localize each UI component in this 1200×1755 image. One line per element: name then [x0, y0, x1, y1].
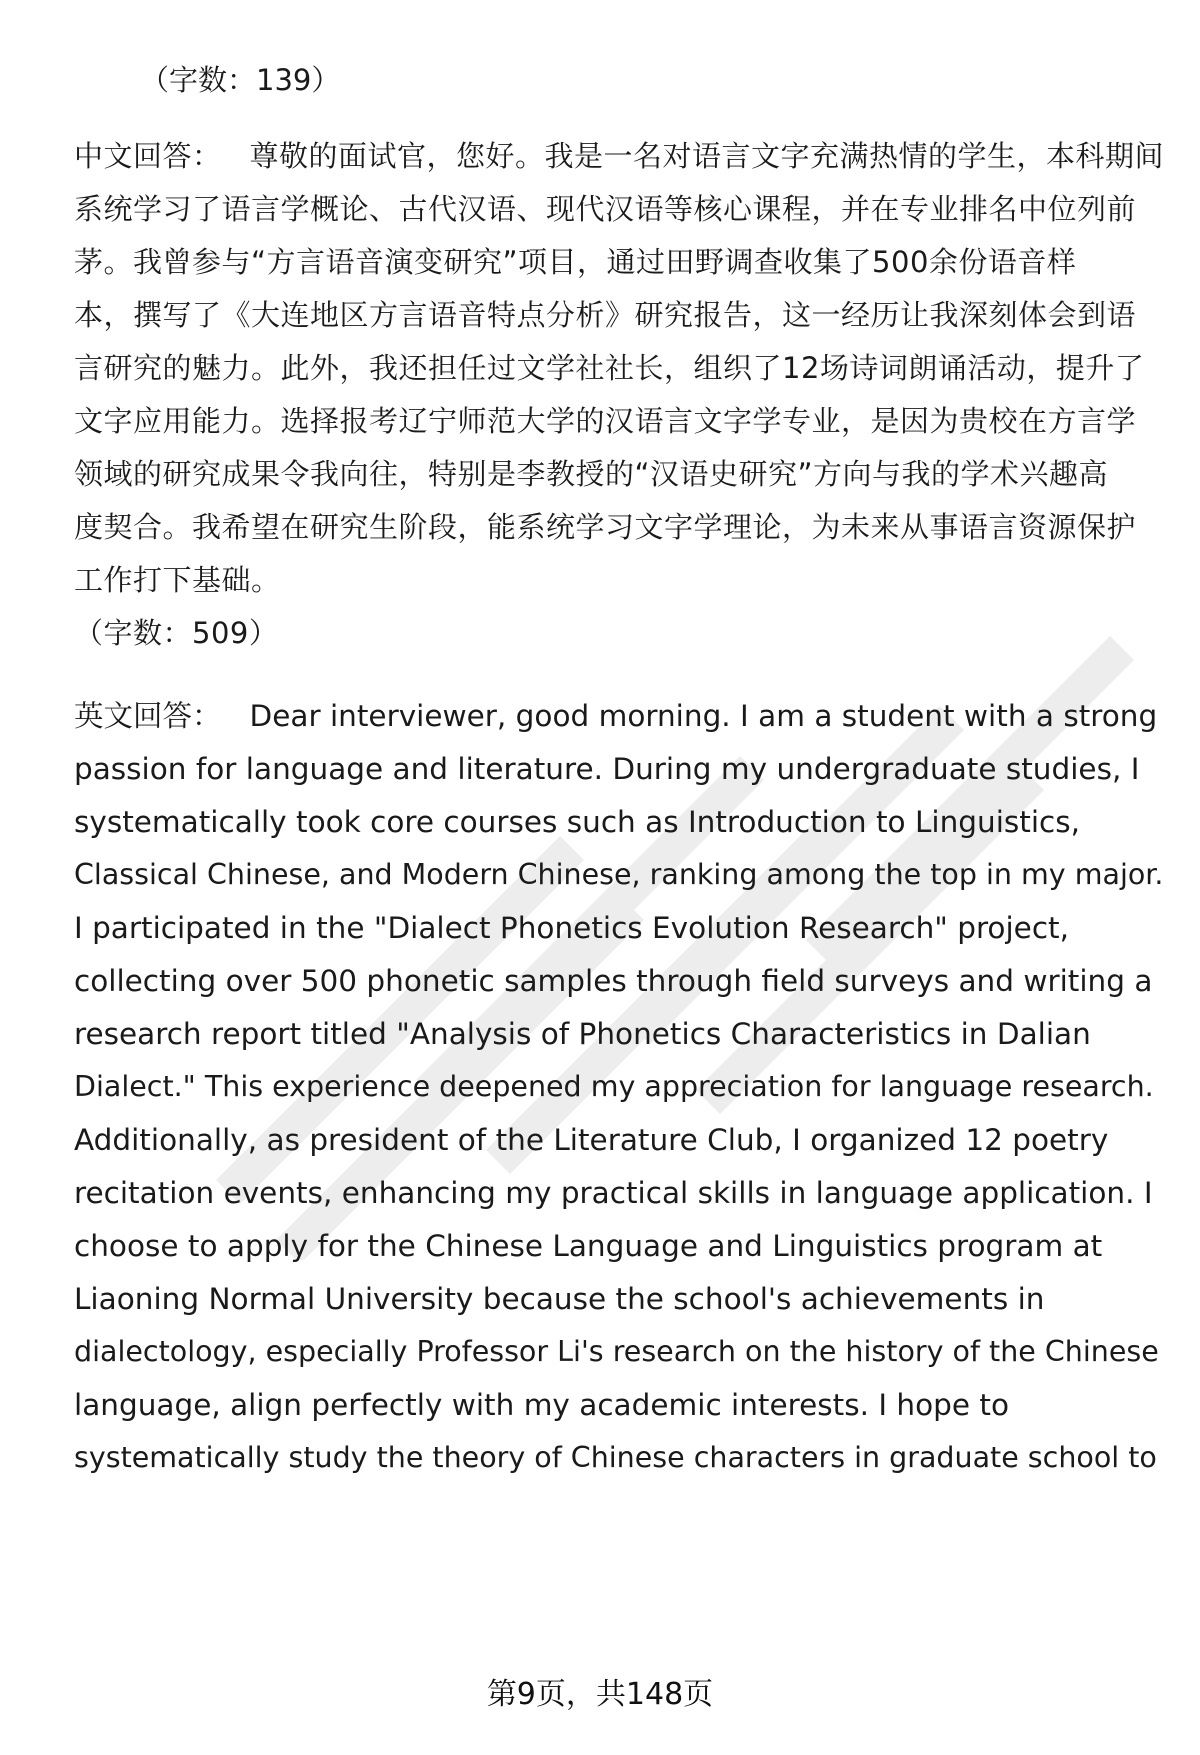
chinese-answer-line-5: 言研究的魅力。此外，我还担任过文学社社长，组织了12场诗词朗诵活动，提升了 — [74, 351, 1145, 385]
english-answer-line-12: Liaoning Normal University because the school's achievements in — [74, 1282, 1045, 1316]
chinese-word-count: （字数：509） — [74, 616, 279, 650]
chinese-answer-line-4: 本，撰写了《大连地区方言语音特点分析》研究报告，这一经历让我深刻体会到语 — [74, 298, 1137, 332]
english-answer-line-6: collecting over 500 phonetic samples through field surveys and writing a — [74, 964, 1153, 998]
chinese-answer-label: 中文回答： — [74, 139, 222, 173]
english-answer-line-4: Classical Chinese, and Modern Chinese, ranking among the top in my major. — [74, 858, 1164, 891]
english-answer-line-9: Additionally, as president of the Literature Club, I organized 12 poetry — [74, 1123, 1109, 1157]
chinese-answer-line-3: 茅。我曾参与“方言语音演变研究”项目，通过田野调查收集了500余份语音样 — [74, 245, 1077, 279]
chinese-answer-line-6: 文字应用能力。选择报考辽宁师范大学的汉语言文字学专业，是因为贵校在方言学 — [74, 404, 1137, 438]
english-answer-line-15: systematically study the theory of Chinese characters in graduate school to — [74, 1441, 1157, 1474]
english-answer-text: Dear interviewer, good morning. I am a student with a strong — [249, 699, 1158, 733]
english-answer-line-3: systematically took core courses such as Introduction to Linguistics, — [74, 805, 1081, 839]
page-number-footer: 第9页，共148页 — [486, 1677, 714, 1712]
english-answer-line-5: I participated in the "Dialect Phonetics Evolution Research" project, — [74, 911, 1069, 945]
chinese-answer-line-9: 工作打下基础。 — [74, 563, 281, 597]
chinese-answer-line-1 — [74, 136, 1164, 176]
english-answer-line-7: research report titled "Analysis of Phonetics Characteristics in Dalian — [74, 1017, 1091, 1051]
chinese-answer-line-8: 度契合。我希望在研究生阶段，能系统学习文字学理论，为未来从事语言资源保护 — [74, 510, 1137, 544]
english-answer-line-13: dialectology, especially Professor Li's research on the history of the Chinese — [74, 1335, 1159, 1368]
english-answer-line-8: Dialect." This experience deepened my appreciation for language research. — [74, 1070, 1154, 1103]
word-count-top: （字数：139） — [140, 63, 341, 97]
english-answer-line-10: recitation events, enhancing my practical skills in language application. I — [74, 1176, 1153, 1210]
chinese-answer-line-2: 系统学习了语言学概论、古代汉语、现代汉语等核心课程，并在专业排名中位列前 — [74, 192, 1137, 226]
chinese-answer-line-7: 领域的研究成果令我向往，特别是李教授的“汉语史研究”方向与我的学术兴趣高 — [74, 457, 1109, 491]
english-answer-line-14: language, align perfectly with my academic interests. I hope to — [74, 1388, 1010, 1422]
english-answer-line-1 — [74, 696, 1157, 736]
english-answer-line-11: choose to apply for the Chinese Language and Linguistics program at — [74, 1229, 1103, 1263]
chinese-answer-text: 尊敬的面试官，您好。我是一名对语言文字充满热情的学生，本科期间 — [249, 139, 1165, 173]
english-answer-line-2: passion for language and literature. During my undergraduate studies, I — [74, 752, 1140, 786]
english-answer-label: 英文回答： — [74, 699, 222, 733]
